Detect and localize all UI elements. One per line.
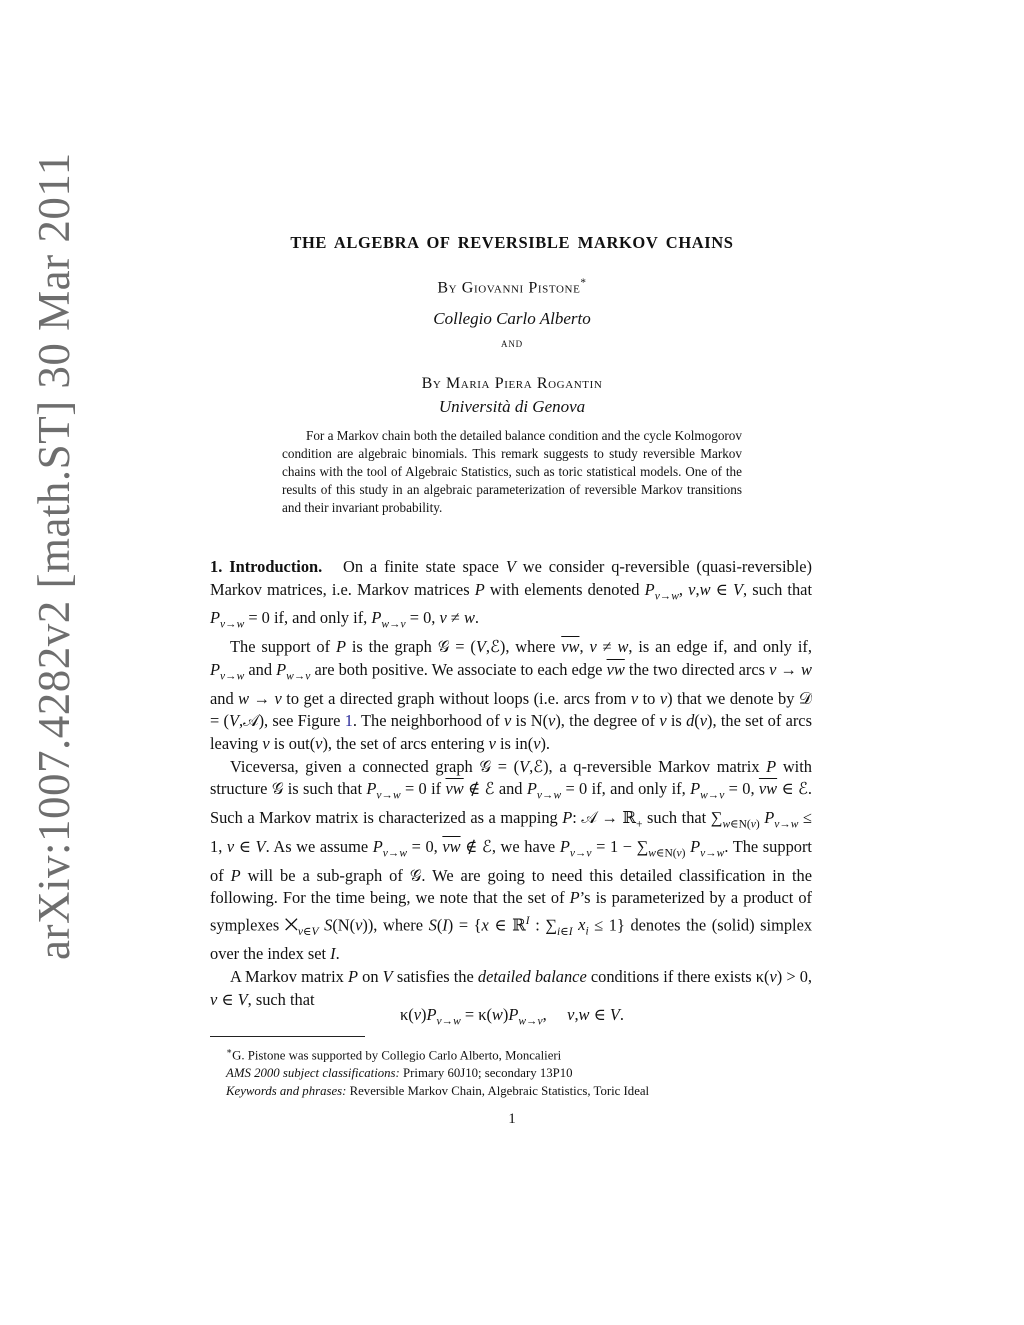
- author-1-affiliation: Collegio Carlo Alberto: [433, 309, 591, 328]
- footnote-rule: [210, 1036, 365, 1037]
- section-heading: [210, 557, 322, 576]
- footnote-keywords-label: Keywords and phrases:: [226, 1084, 347, 1099]
- paragraph-1: 1. Introduction. On a finite state space V we consider q-reversible (quasi-reversible) Markov matrices, i.e. Markov matrices P with elements denoted $P_{v\to w}$, v,w ∈ V, such that $P_{v\to w} = 0$ if, and only if, $P_{w\to v} = 0$, v ≠ w.: [210, 557, 813, 631]
- section-title: Introduction.: [229, 557, 323, 576]
- footnote-funding: ∗G. Pistone was supported by Collegio Carlo Alberto, Moncalieri: [226, 1046, 562, 1063]
- author-1-name: By Giovanni Pistone: [437, 279, 581, 297]
- footnotes: [226, 1042, 826, 1100]
- footnote-keywords-value: Reversible Markov Chain, Algebraic Statistics, Toric Ideal: [349, 1084, 650, 1099]
- footnote-ams: [226, 1064, 826, 1082]
- arxiv-watermark: arXiv:1007.4282v2 [math.ST] 30 Mar 2011: [29, 152, 79, 960]
- footnote-ams-label: AMS 2000 subject classifications:: [226, 1066, 400, 1081]
- author-2-affiliation: Università di Genova: [438, 397, 586, 416]
- detailed-balance-equation: $\kappa(v)P_{v\to w} = \kappa(w)P_{w\to v}$, v,w ∈ V.: [400, 1005, 624, 1028]
- paragraph-3: Viceversa, given a connected graph 𝒢 = (V,ℰ), a q-reversible Markov matrix P with structure 𝒢 is such that $P_{v\to w} = 0$ if $\overline{vw}$ ∉ ℰ and $P_{v\to w} = 0$ if, and only if, $P_{w\to v} = 0$, $\overline{vw}$ ∈ ℰ. Such a Markov matrix is characterized as a mapping P: 𝒜 → ℝ$_+$ such that $\sum_{w\in N(v)}$ $P_{v\to w} \le 1$, v ∈ V. As we assume $P_{v\to w} = 0$, $\overline{vw}$ ∉ ℰ, we have $P_{v\to v} = 1 - \sum_{w\in N(v)}$ $P_{v\to w}$. The support of P will be a sub-graph of 𝒢. We are going to need this detailed classification in the following. For the time being, we note that the set of P’s is parameterized by a product of symplexes $⨉_{v\in V}$ S(N(v)), where S(I) = {x ∈ ℝ$^I$ : $\sum_{i\in I}$ $x_i \le 1$} denotes the (solid) simplex over the index set I.: [210, 756, 813, 964]
- author-1: [0, 277, 1024, 297]
- abstract: For a Markov chain both the detailed balance condition and the cycle Kolmogorov condition are algebraic binomials. This remark suggests to study reversible Markov chains with the tool of Algebraic Statistics, such as toric statistical models. One of the results of this study in an algebraic parameterization of reversible Markov transitions and their invariant probability.: [282, 428, 742, 515]
- detailed-balance-emphasis: detailed balance: [477, 966, 587, 986]
- introduction-section: [210, 556, 812, 1011]
- paragraph-4: A Markov matrix P on V satisfies the detailed balance conditions if there exists κ(v) > 0, v ∈ V, such that: [210, 966, 812, 1009]
- figure-1-link[interactable]: 1: [344, 711, 353, 731]
- paper-title: THE ALGEBRA OF REVERSIBLE MARKOV CHAINS: [290, 233, 734, 252]
- section-number: 1.: [210, 557, 223, 576]
- and-separator: and: [501, 335, 523, 350]
- author-1-footnote-mark: *: [580, 277, 587, 289]
- footnote-funding-text: G. Pistone was supported by Collegio Carlo Alberto, Moncalieri: [232, 1048, 562, 1063]
- footnote-ams-value: Primary 60J10; secondary 13P10: [403, 1066, 573, 1081]
- page-number: 1: [508, 1111, 516, 1127]
- author-2: By Maria Piera Rogantin: [421, 375, 603, 392]
- paragraph-2: The support of P is the graph 𝒢 = (V,ℰ), where $\overline{vw}$, v ≠ w, is an edge if, and only if, $P_{v\to w}$ and $P_{w\to v}$ are both positive. We associate to each edge $\overline{vw}$ the two directed arcs v → w and w → v to get a directed graph without loops (i.e. arcs from v to v) that we denote by 𝒟 = (V,𝒜), see Figure 1. The neighborhood of v is N(v), the degree of v is d(v), the set of arcs leaving v is out(v), the set of arcs entering v is in(v).: [210, 637, 813, 753]
- footnote-keywords: [226, 1082, 826, 1100]
